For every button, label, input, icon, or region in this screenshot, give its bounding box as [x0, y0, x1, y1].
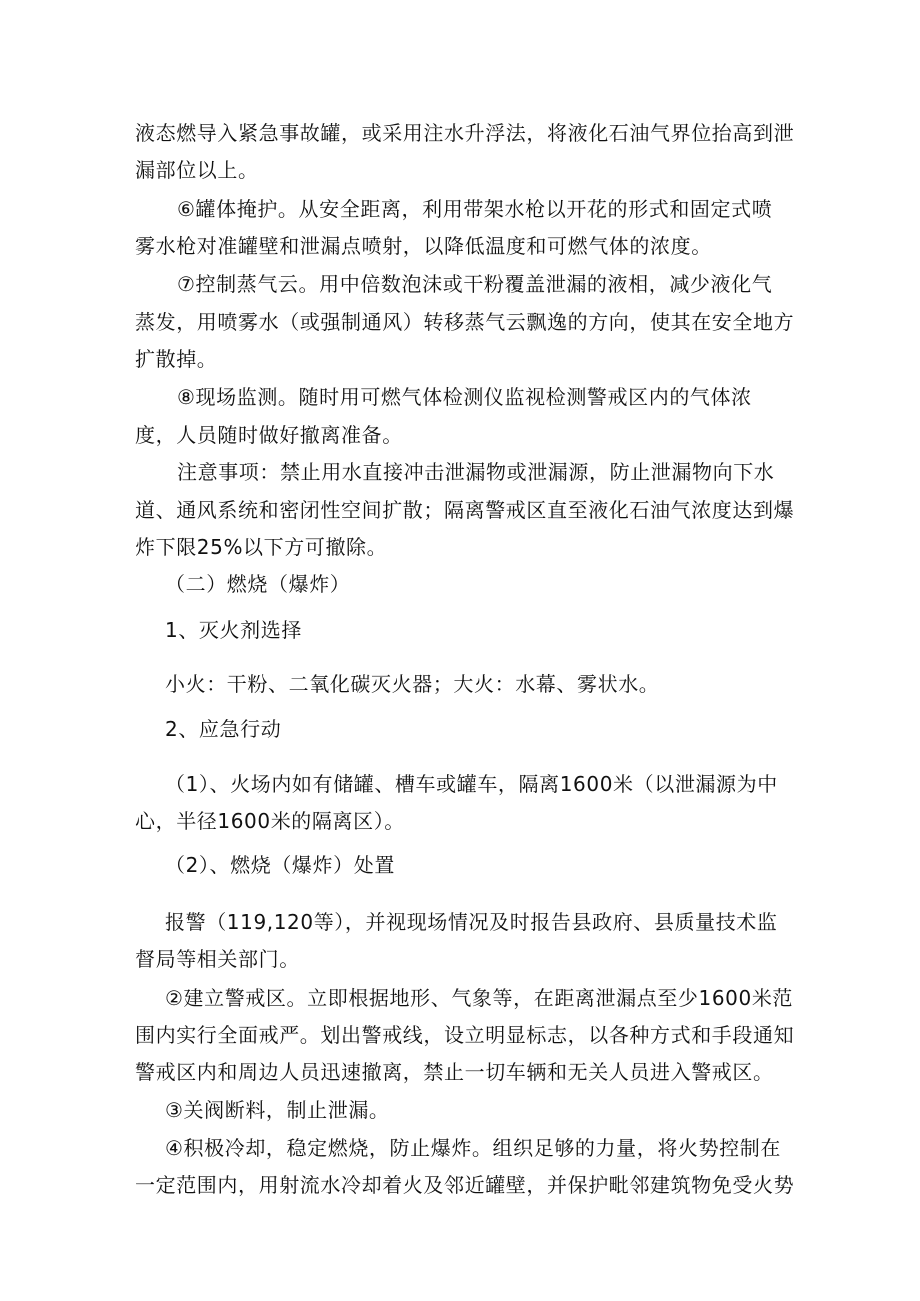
paragraph-line: ⑦控制蒸气云。用中倍数泡沫或干粉覆盖泄漏的液相，减少液化气 — [177, 272, 773, 296]
paragraph-line: 炸下限25%以下方可撤除。 — [135, 535, 388, 559]
paragraph-line: ⑧现场监测。随时用可燃气体检测仪监视检测警戒区内的气体浓 — [177, 385, 752, 409]
paragraph-line: 一定范围内，用射流水冷却着火及邻近罐壁，并保护毗邻建筑物免受火势 — [135, 1173, 795, 1197]
paragraph-line: 围内实行全面戒严。划出警戒线，设立明显标志，以各种方式和手段通知 — [135, 1023, 795, 1047]
paragraph-line: 蒸发，用喷雾水（或强制通风）转移蒸气云飘逸的方向，使其在安全地方 — [135, 310, 795, 334]
paragraph-line: 漏部位以上。 — [135, 158, 259, 182]
section-heading: （二）燃烧（爆炸） — [165, 572, 351, 596]
paragraph-line: ④积极冷却，稳定燃烧，防止爆炸。组织足够的力量，将火势控制在 — [165, 1136, 781, 1160]
paragraph-line: 心，半径1600米的隔离区）。 — [135, 809, 405, 833]
subsection-heading: （2）、燃烧（爆炸）处置 — [165, 853, 395, 877]
paragraph-line: 报警（119,120等），并视现场情况及时报告县政府、县质量技术监 — [165, 910, 778, 934]
paragraph-line: 注意事项：禁止用水直接冲击泄漏物或泄漏源，防止泄漏物向下水 — [177, 460, 775, 484]
paragraph-line: （1）、火场内如有储罐、槽车或罐车，隔离1600米（以泄漏源为中 — [165, 772, 778, 796]
paragraph-line: 小火：干粉、二氧化碳灭火器；大火：水幕、雾状水。 — [165, 672, 660, 696]
paragraph-line: 度，人员随时做好撤离准备。 — [135, 423, 403, 447]
paragraph-line: ⑥罐体掩护。从安全距离，利用带架水枪以开花的形式和固定式喷 — [177, 197, 773, 221]
paragraph-line: 扩散掉。 — [135, 347, 218, 371]
paragraph-line: ③关阀断料，制止泄漏。 — [165, 1098, 390, 1122]
paragraph-line: 雾水枪对准罐壁和泄漏点喷射，以降低温度和可燃气体的浓度。 — [135, 234, 712, 258]
subsection-heading: 2、应急行动 — [165, 717, 282, 741]
subsection-heading: 1、灭火剂选择 — [165, 618, 302, 642]
paragraph-line: ②建立警戒区。立即根据地形、气象等，在距离泄漏点至少1600米范 — [165, 986, 794, 1010]
paragraph-line: 道、通风系统和密闭性空间扩散；隔离警戒区直至液化石油气浓度达到爆 — [135, 498, 795, 522]
paragraph-line: 督局等相关部门。 — [135, 947, 300, 971]
paragraph-line: 警戒区内和周边人员迅速撤离，禁止一切车辆和无关人员进入警戒区。 — [135, 1060, 774, 1084]
paragraph-line: 液态燃导入紧急事故罐，或采用注水升浮法，将液化石油气界位抬高到泄 — [135, 121, 795, 145]
